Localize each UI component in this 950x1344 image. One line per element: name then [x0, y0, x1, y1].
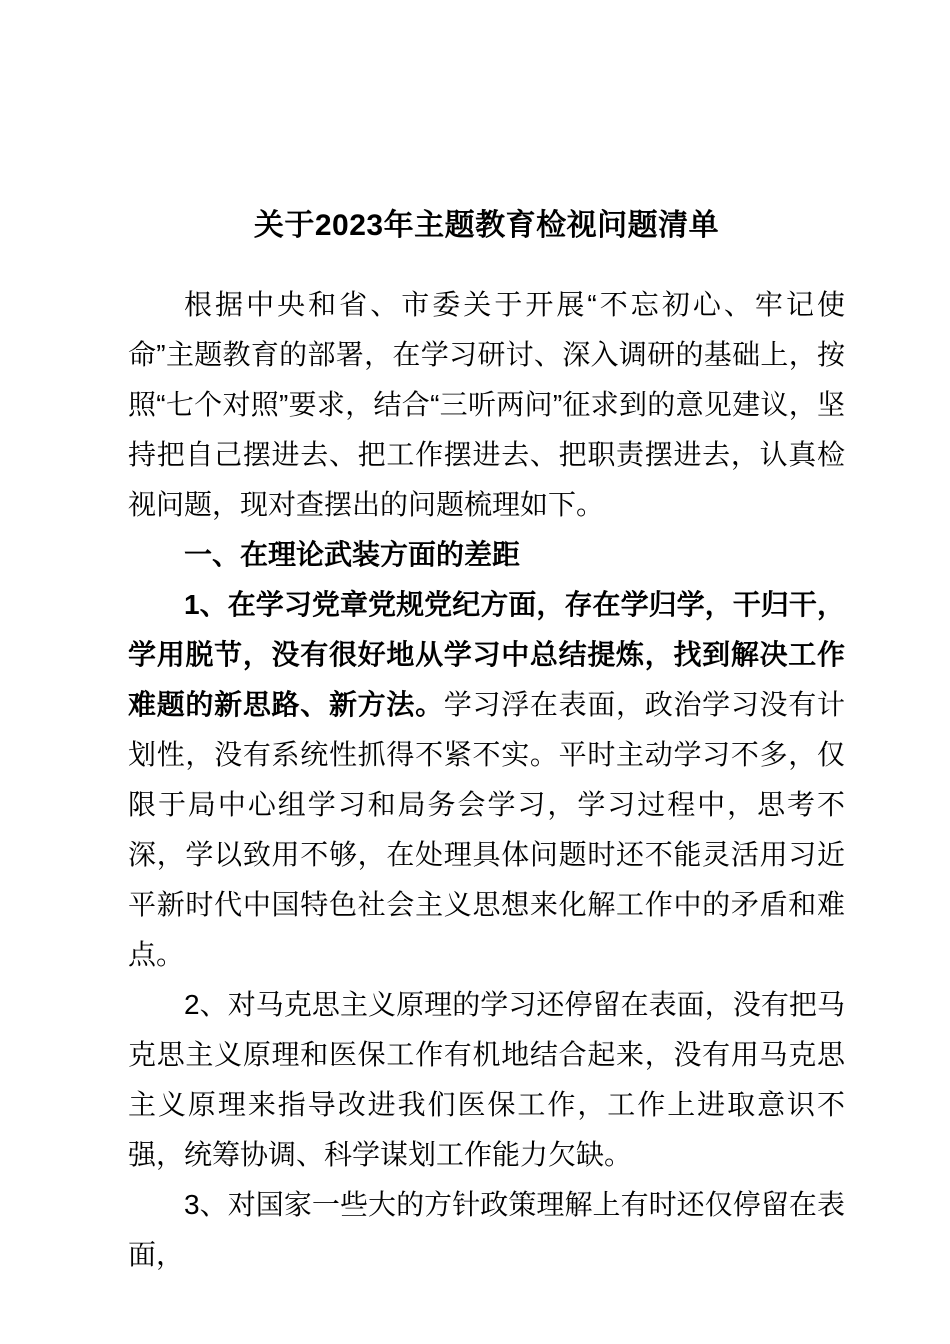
paragraph-item-1-regular-run: 学习浮在表面，政治学习没有计划性，没有系统性抓得不紧不实。平时主动学习不多，仅限于局中心组学习和局务会学习，学习过程中，思考不深，学以致用不够，在处理具体问题时还不能灵活用习近平新时代中国特色社会主义思想来化解工作中的矛盾和难点。: [128, 689, 845, 970]
section-heading: 一、在理论武装方面的差距: [184, 539, 521, 570]
paragraph-item-1: [128, 580, 845, 980]
document-title: 关于2023年主题教育检视问题清单: [253, 209, 720, 242]
paragraph-intro: 根据中央和省、市委关于开展“不忘初心、牢记使命”主题教育的部署，在学习研讨、深入调研的基础上，按照“七个对照”要求，结合“三听两问”征求到的意见建议，坚持把自己摆进去、把工作摆进去、把职责摆进去，认真检视问题，现对查摆出的问题梳理如下。: [128, 289, 845, 520]
paragraph-item-1-bold-run: 1、在学习党章党规党纪方面，存在学归学，干归干，学用脱节，没有很好地从学习中总结提炼，找到解决工作难题的新思路、新方法。: [128, 589, 845, 720]
paragraph-item-2: 2、对马克思主义原理的学习还停留在表面，没有把马克思主义原理和医保工作有机地结合起来，没有用马克思主义原理来指导改进我们医保工作，工作上进取意识不强，统筹协调、科学谋划工作能力欠缺。: [128, 989, 845, 1170]
paragraph-item-3: 3、对国家一些大的方针政策理解上有时还仅停留在表面，: [128, 1189, 845, 1270]
